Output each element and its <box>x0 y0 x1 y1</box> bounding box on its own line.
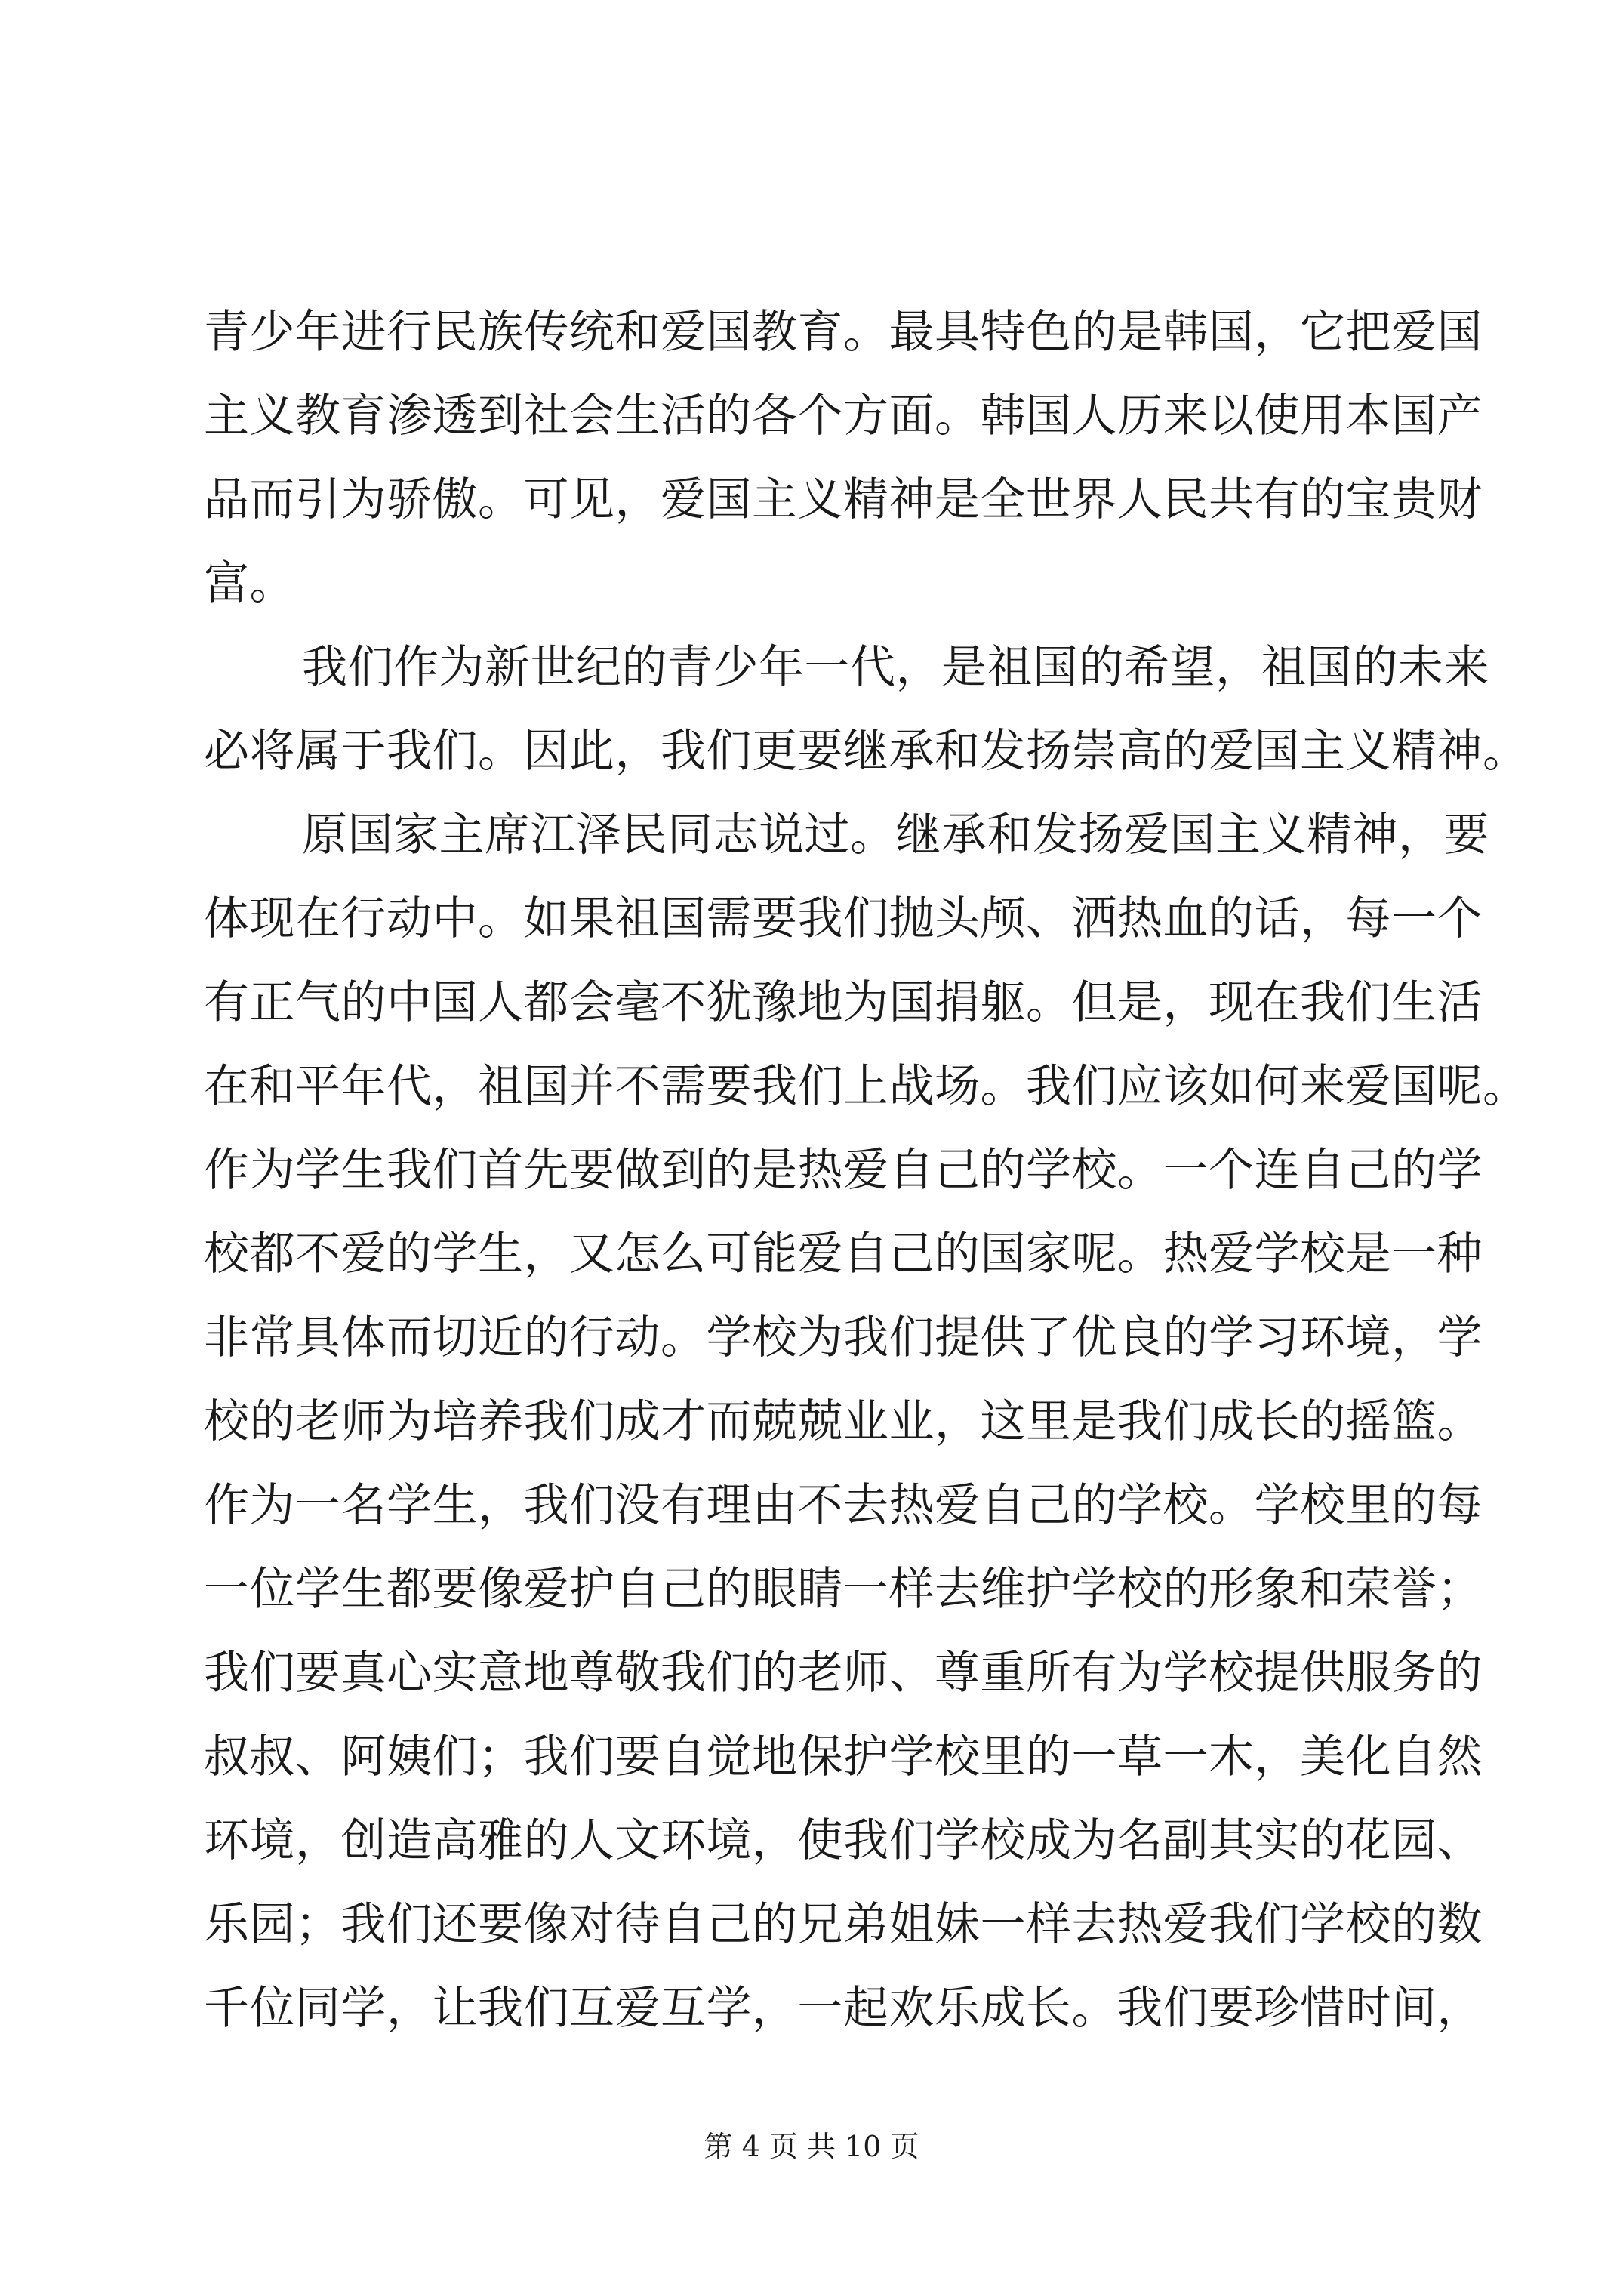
text-line: 原国家主席江泽民同志说过。继承和发扬爱国主义精神，要 <box>302 809 1489 861</box>
text-line: 体现在行动中。如果祖国需要我们抛头颅、洒热血的话，每一个 <box>204 892 1483 945</box>
text-line: 非常具体而切近的行动。学校为我们提供了优良的学习环境，学 <box>204 1311 1483 1364</box>
text-line: 作为一名学生，我们没有理由不去热爱自己的学校。学校里的每 <box>204 1479 1483 1532</box>
text-line: 校的老师为培养我们成才而兢兢业业，这里是我们成长的摇篮。 <box>204 1395 1483 1448</box>
text-line: 作为学生我们首先要做到的是热爱自己的学校。一个连自己的学 <box>204 1144 1483 1197</box>
text-line: 富。 <box>204 557 295 610</box>
body-text <box>204 291 1529 2051</box>
text-line: 校都不爱的学生，又怎么可能爱自己的国家呢。热爱学校是一种 <box>204 1228 1483 1281</box>
text-line: 一位学生都要像爱护自己的眼睛一样去维护学校的形象和荣誉； <box>204 1563 1483 1616</box>
text-line: 青少年进行民族传统和爱国教育。最具特色的是韩国，它把爱国 <box>204 306 1483 359</box>
text-line: 环境，创造高雅的人文环境，使我们学校成为名副其实的花园、 <box>204 1814 1483 1867</box>
text-line: 有正气的中国人都会毫不犹豫地为国捐躯。但是，现在我们生活 <box>204 976 1483 1029</box>
text-line: 我们作为新世纪的青少年一代，是祖国的希望，祖国的未来 <box>302 641 1489 694</box>
text-line: 叔叔、阿姨们；我们要自觉地保护学校里的一草一木，美化自然 <box>204 1730 1483 1783</box>
text-line: 在和平年代，祖国并不需要我们上战场。我们应该如何来爱国呢。 <box>204 1060 1529 1113</box>
text-line: 必将属于我们。因此，我们更要继承和发扬崇高的爱国主义精神。 <box>204 725 1529 778</box>
text-line: 主义教育渗透到社会生活的各个方面。韩国人历来以使用本国产 <box>204 390 1483 442</box>
text-line: 我们要真心实意地尊敬我们的老师、尊重所有为学校提供服务的 <box>204 1647 1483 1700</box>
page-footer: 第 4 页 共 10 页 <box>704 2130 919 2163</box>
text-line: 千位同学，让我们互爱互学，一起欢乐成长。我们要珍惜时间， <box>204 1982 1483 2035</box>
text-line: 乐园；我们还要像对待自己的兄弟姐妹一样去热爱我们学校的数 <box>204 1898 1483 1951</box>
text-line: 品而引为骄傲。可见，爱国主义精神是全世界人民共有的宝贵财 <box>204 473 1483 526</box>
